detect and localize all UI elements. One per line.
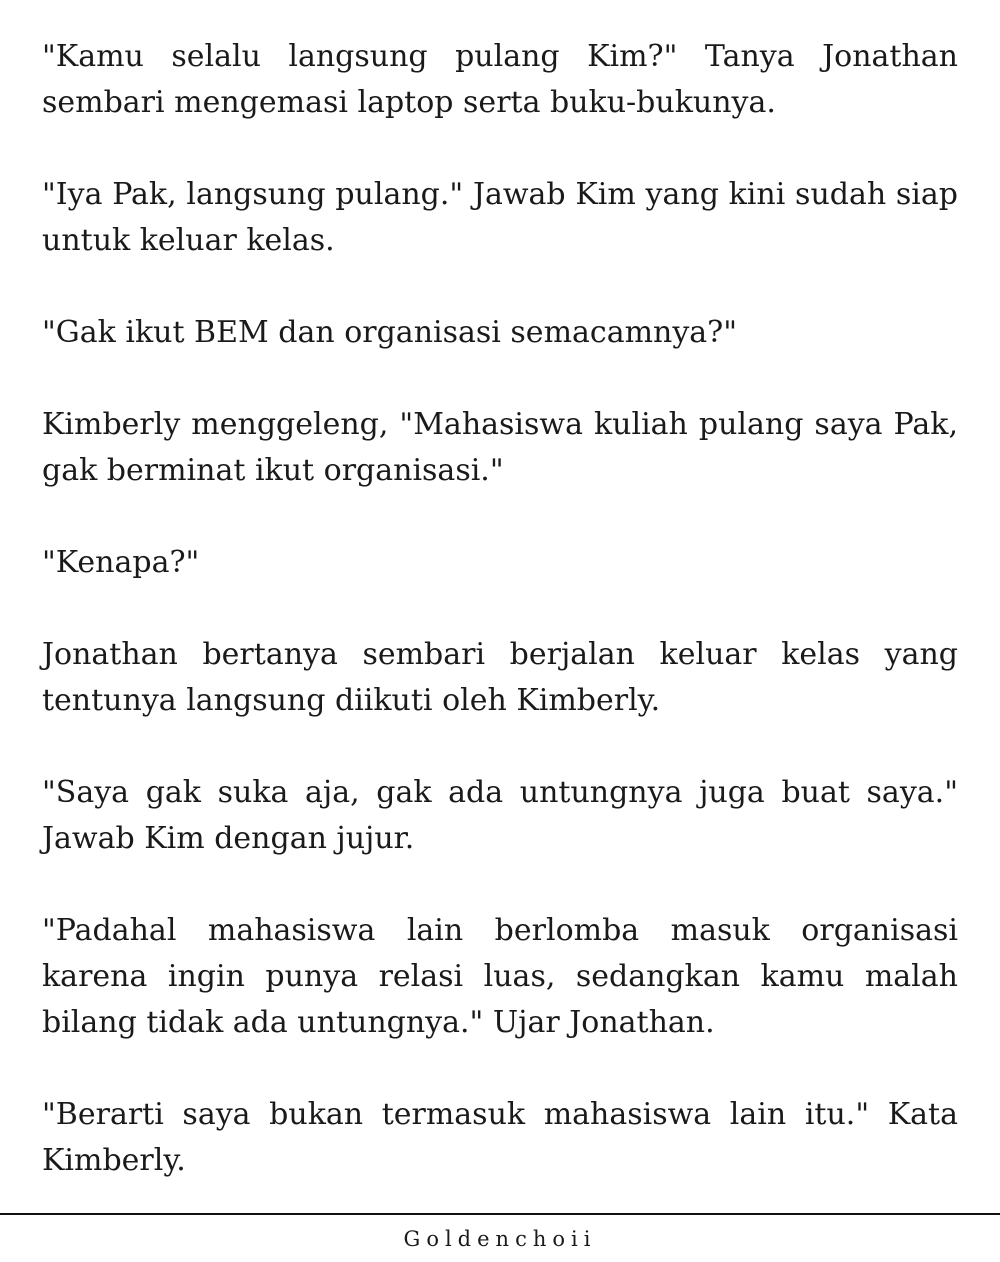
footer-divider (0, 1213, 1000, 1215)
paragraph: Jonathan bertanya sembari berjalan keluar kelas yang tentunya langsung diikuti oleh Kimberly. (42, 637, 958, 718)
paragraph: "Kenapa?" (42, 545, 200, 580)
footer-author: Goldenchoii (403, 1227, 597, 1251)
paragraph: "Padahal mahasiswa lain berlomba masuk organisasi karena ingin punya relasi luas, sedangkan kamu malah bilang tidak ada untungnya." Ujar Jonathan. (42, 913, 958, 1040)
paragraph: "Gak ikut BEM dan organisasi semacamnya?" (42, 315, 738, 350)
paragraph: "Iya Pak, langsung pulang." Jawab Kim yang kini sudah siap untuk keluar kelas. (42, 177, 958, 258)
paragraph: "Saya gak suka aja, gak ada untungnya juga buat saya." Jawab Kim dengan jujur. (42, 775, 958, 856)
paragraph: "Berarti saya bukan termasuk mahasiswa lain itu." Kata Kimberly. (42, 1097, 958, 1178)
story-text (42, 34, 958, 1184)
paragraph: Kimberly menggeleng, "Mahasiswa kuliah pulang saya Pak, gak berminat ikut organisasi." (42, 407, 958, 488)
paragraph: "Kamu selalu langsung pulang Kim?" Tanya Jonathan sembari mengemasi laptop serta buku-bukunya. (42, 39, 958, 120)
